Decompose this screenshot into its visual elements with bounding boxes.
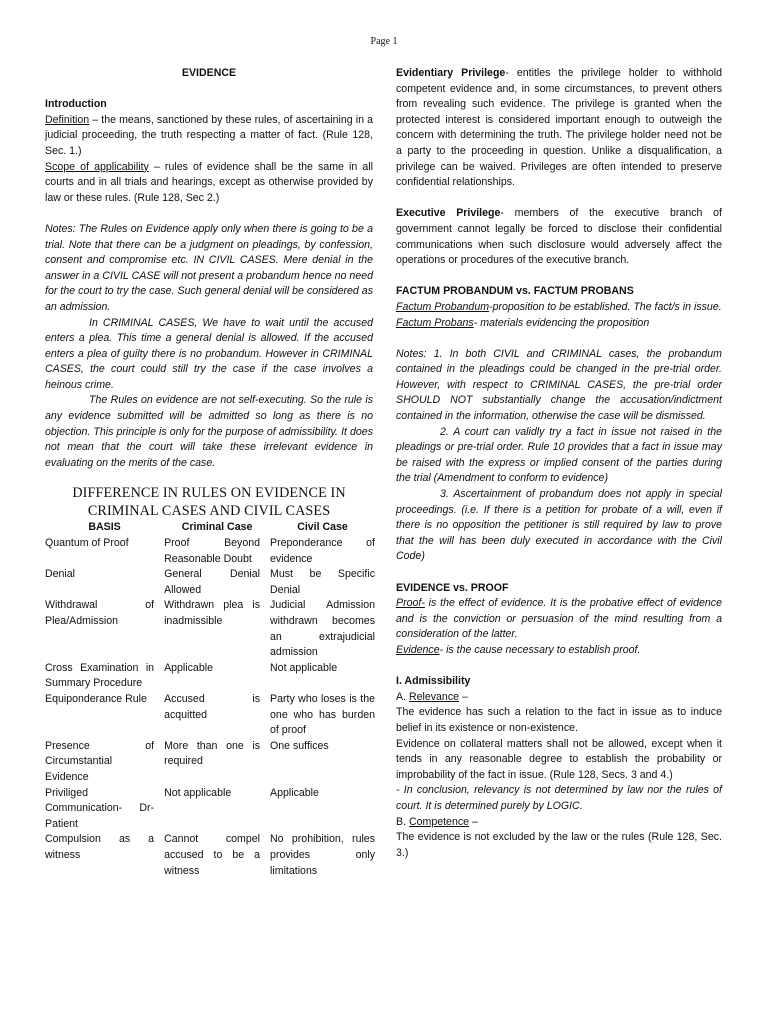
table-cell-criminal: Cannot compel accused to be a witness [164,833,261,877]
table-header-basis: BASIS [88,521,121,534]
evidence-text: - is the cause necessary to establish proof. [439,643,641,656]
table-row [45,536,375,567]
table-cell-basis: Priviliged Communication- Dr-Patient [45,786,155,830]
evidence-vs-proof-heading: EVIDENCE vs. PROOF [396,581,509,594]
proof-paragraph [396,596,722,643]
relevance-heading [396,690,722,706]
table-cell-criminal: Accused is acquitted [164,692,261,721]
table-cell-civil: Preponderance of evidence [270,537,375,565]
evidentiary-privilege-text: - entitles the privilege holder to withhold competent evidence and, in some circumstances, to prevent others from revealing such evidence. The privilege is granted when the protected interest is considered important enough to outweigh the concern with determining the truth. The privilege holder need not be a party to the proceeding in question. Unlike a disqualification, a privilege can be waived. Privileges are often intended to preserve confidential relationships. [396,67,722,189]
table-row [45,661,375,692]
table-cell-basis: Compulsion as a witness [45,833,155,861]
table-cell-civil: One suffices [270,739,329,752]
executive-privilege-term: Executive Privilege [396,207,501,220]
table-cell-civil: Judicial Admission withdrawn becomes an extrajudicial admission [270,599,375,659]
scope-text: – rules of evidence shall be the same in all courts and in all trials and hearings, except as otherwise provided by law or these rules. (Rule 128, Sec 2.) [45,160,373,204]
table-cell-civil: No prohibition, rules provides only limitations [270,833,375,877]
definition-paragraph [45,113,373,160]
table-header-row [45,520,375,536]
table-cell-criminal: More than one is required [164,739,261,768]
definition-text: – the means, sanctioned by these rules, of ascertaining in a judicial proceeding, the truth respecting a matter of fact. (Rule 128, Sec. 1.) [45,113,373,157]
table-row [45,786,375,833]
table-cell-civil: Must be Specific Denial [270,568,375,596]
proof-text: is the effect of evidence. It is the probative effect of evidence and is the conviction or persuasion of the mind resulting from a consideration of the latter. [396,597,722,641]
table-cell-basis: Withdrawal of Plea/Admission [45,599,155,627]
admissibility-heading: I. Admissibility [396,675,471,688]
factum-probans-term: Factum Probans [396,316,474,329]
table-row [45,598,375,660]
table-row [45,739,375,786]
relevance-suffix: – [459,690,468,703]
comparison-table [45,520,375,879]
left-column [45,66,373,879]
table-cell-basis: Equiponderance Rule [45,692,147,705]
factum-notes-1: Notes: 1. In both CIVIL and CRIMINAL cases, the probandum contained in the pleadings could be changed in the pre-trial order. However, with respect to CRIMINAL CASES, the pre-trial order SHOULD NOT substantially change the accusation/indictment contained in the information, otherwise the case will be dismissed. [396,347,722,423]
table-cell-civil: Applicable [270,786,319,799]
notes-paragraph-1: Notes: The Rules on Evidence apply only when there is going to be a trial. Note that there can be a judgment on pleadings, by confession, consent and compromise etc. IN CIVIL CASES. Mere denial in the answer in a CIVIL CASE will not present a probandum hence no need for the court to try the case. Such general denial will be considered as an admission. [45,222,373,313]
table-cell-basis: Quantum of Proof [45,537,129,550]
competence-suffix: – [469,815,478,828]
table-cell-criminal: General Denial Allowed [164,568,261,596]
relevance-term: Relevance [408,690,460,703]
competence-term: Competence [408,815,470,828]
proof-term: Proof- [396,597,425,610]
evidentiary-privilege-paragraph [396,66,722,191]
table-header-criminal: Criminal Case [181,521,253,534]
table-cell-criminal: Withdrawn plea is inadmissible [164,599,261,627]
factum-notes-2: 2. A court can validly try a fact in issue not raised in the pleadings or pre-trial order. Rule 10 provides that a fact in issue may be raised with the express or implied consent of the parties during the trial (Amendment to conform to evidence) [396,425,722,485]
table-cell-basis: Denial [45,568,76,581]
table-header-civil: Civil Case [297,521,348,534]
table-row [45,832,375,879]
relevance-paragraph-2: Evidence on collateral matters shall not be allowed, except when it tends in any reasonable degree to establish the probability or improbability of the fact in issue. (Rule 128, Secs. 3 and 4.) [396,737,722,781]
factum-notes-3: 3. Ascertainment of probandum does not apply in special proceedings. (i.e. If there is a petition for probate of a will, even if there is no opposition the petitioner is still required by law to prove that the will has been duly executed in accordance with the Civil Code) [396,488,722,563]
factum-probandum-paragraph [396,300,722,316]
evidentiary-privilege-term: Evidentiary Privilege [396,67,506,79]
competence-prefix: B. [396,815,409,828]
table-cell-criminal: Applicable [164,661,213,674]
page-number: Page 1 [370,36,398,47]
factum-probandum-text: -proposition to be established. The fact/s in issue. [489,300,722,313]
competence-heading [396,815,722,831]
factum-probandum-term: Factum Probandum [396,300,490,313]
table-cell-civil: Party who loses is the one who has burden of proof [270,692,375,737]
introduction-heading: Introduction [45,98,107,111]
executive-privilege-paragraph [396,206,722,268]
factum-probans-text: - materials evidencing the proposition [473,316,650,329]
executive-privilege-text: - members of the executive branch of government cannot legally be forced to disclose their confidential communications when such disclosure would adversely affect the operations or procedures of the executive branch. [396,207,722,267]
scope-paragraph [45,160,373,207]
table-cell-civil: Not applicable [270,661,338,674]
table-cell-criminal: Not applicable [164,786,232,799]
evidence-paragraph [396,643,722,659]
document-title: EVIDENCE [181,67,237,79]
competence-paragraph-1: The evidence is not excluded by the law or the rules (Rule 128, Sec. 3.) [396,831,722,859]
relevance-paragraph-1: The evidence has such a relation to the fact in issue as to induce belief in its existence or non-existence. [396,706,722,734]
right-column [396,66,722,861]
notes-paragraph-3: The Rules on evidence are not self-executing. So the rule is any evidence submitted will be admitted so long as there is no objection. This principle is only for the purpose of admissibility. It does not mean that the court will take these irrelevant evidence in evaluating on the merits of the case. [45,394,373,469]
table-row [45,567,375,598]
evidence-term: Evidence [396,643,440,656]
relevance-note: - In conclusion, relevancy is not determined by law nor the rules of court. It is determined purely by LOGIC. [396,784,722,812]
notes-paragraph-2: In CRIMINAL CASES, We have to wait until the accused enters a plea. This time a general denial is allowed. If the accused enters a plea of guilty there is no probandum. However in CRIMINAL CASES, the court could still try the case if the case involves a heinous crime. [45,316,373,391]
comparison-table-title: DIFFERENCE IN RULES ON EVIDENCE IN CRIMINAL CASES AND CIVIL CASES [72,485,346,519]
table-cell-basis: Presence of Circumstantial Evidence [45,739,155,783]
table-cell-criminal: Proof Beyond Reasonable Doubt [164,537,261,565]
scope-term: Scope of applicability [45,160,149,173]
definition-term: Definition [45,113,90,126]
table-row [45,692,375,739]
factum-probans-paragraph [396,316,722,332]
table-cell-basis: Cross Examination in Summary Procedure [45,661,155,690]
relevance-prefix: A. [396,690,409,703]
factum-heading: FACTUM PROBANDUM vs. FACTUM PROBANS [396,285,634,298]
